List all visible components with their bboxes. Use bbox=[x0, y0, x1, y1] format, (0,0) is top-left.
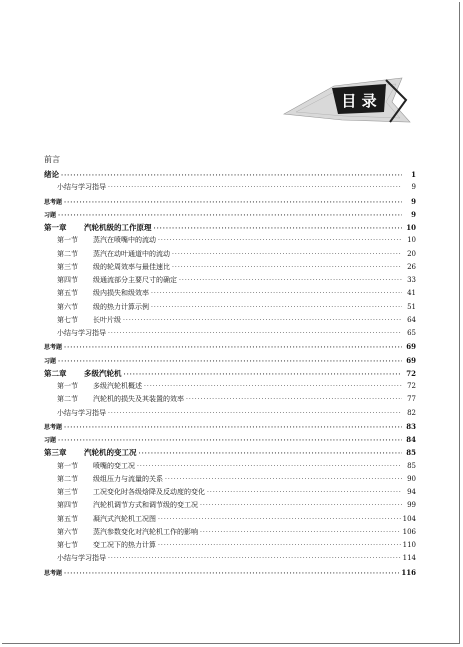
toc-entry-page: 104 bbox=[402, 514, 416, 523]
toc-entry[interactable] bbox=[44, 195, 416, 208]
toc-entry-title: 习题 bbox=[44, 211, 57, 219]
toc-banner bbox=[282, 76, 412, 126]
toc-entry-title: 思考题 bbox=[44, 569, 63, 577]
toc-entry-title: 习题 bbox=[44, 357, 57, 365]
toc-entry-number: 第三节 bbox=[57, 488, 78, 496]
toc-entry-label bbox=[44, 446, 137, 459]
dot-leader bbox=[158, 539, 401, 552]
toc-entry-title: 长叶片级 bbox=[93, 315, 121, 324]
dot-leader bbox=[139, 447, 403, 460]
toc-entry-page: 106 bbox=[402, 527, 416, 536]
toc-entry[interactable] bbox=[44, 354, 416, 367]
dot-leader bbox=[158, 513, 401, 526]
toc-entry-label bbox=[57, 327, 106, 340]
toc-entry[interactable] bbox=[44, 314, 416, 327]
dot-leader bbox=[58, 209, 402, 222]
toc-entry[interactable] bbox=[44, 420, 416, 433]
toc-entry-title: 汽轮机的变工况 bbox=[84, 448, 137, 458]
toc-entry-number: 第三节 bbox=[57, 262, 78, 271]
dot-leader bbox=[200, 526, 401, 539]
toc-entry-page: 20 bbox=[407, 249, 416, 258]
toc-entry-title: 级组压力与流量的关系 bbox=[93, 474, 163, 483]
dot-leader bbox=[64, 567, 399, 580]
toc-entry[interactable] bbox=[44, 274, 416, 287]
toc-entry-label bbox=[57, 539, 156, 552]
toc-entry-page: 33 bbox=[407, 276, 416, 284]
toc-entry-title: 凝汽式汽轮机工况图 bbox=[93, 514, 156, 523]
toc-entry-number: 第四节 bbox=[57, 276, 78, 284]
toc-entry-number: 第一节 bbox=[57, 461, 78, 470]
toc-entry-title: 汽轮机调节方式和调节级的变工况 bbox=[93, 501, 198, 510]
toc-entry-title: 工况变化时各级焓降及反动度的变化 bbox=[93, 488, 205, 496]
toc-entry[interactable] bbox=[44, 407, 416, 420]
toc-entry-title: 小结与学习指导 bbox=[57, 408, 106, 417]
toc-entry-label bbox=[57, 380, 142, 393]
toc-entry-page: 9 bbox=[411, 196, 416, 206]
toc-entry-page: 65 bbox=[407, 329, 416, 337]
toc-entry[interactable] bbox=[44, 287, 416, 300]
toc-entry[interactable] bbox=[44, 566, 416, 579]
toc-entry[interactable] bbox=[44, 393, 416, 406]
toc-entry[interactable] bbox=[44, 168, 416, 181]
toc-entry-title: 小结与学习指导 bbox=[57, 183, 106, 192]
toc-entry[interactable] bbox=[44, 261, 416, 274]
toc-entry-label bbox=[57, 314, 121, 327]
dot-leader bbox=[165, 473, 402, 486]
toc-entry[interactable] bbox=[44, 234, 416, 247]
toc-entry-page: 9 bbox=[411, 183, 416, 192]
toc-entry-title: 多级汽轮机 bbox=[84, 368, 122, 378]
toc-entry-label bbox=[57, 181, 106, 194]
toc-entry-page: 84 bbox=[406, 435, 416, 444]
toc-entry-page: 90 bbox=[407, 474, 416, 483]
toc-entry-page: 94 bbox=[407, 488, 416, 496]
toc-entry-page: 1 bbox=[411, 170, 416, 179]
toc-entry-page: 77 bbox=[407, 395, 416, 404]
toc-entry-number: 第二节 bbox=[57, 249, 78, 258]
toc-entry-label bbox=[57, 407, 106, 420]
toc-entry-number: 第一节 bbox=[57, 382, 78, 390]
toc-entry-label bbox=[44, 209, 56, 222]
dot-leader bbox=[58, 434, 402, 447]
toc-entry[interactable] bbox=[44, 340, 416, 353]
dot-leader bbox=[64, 196, 402, 209]
toc-entry-page: 82 bbox=[407, 408, 416, 417]
dot-leader bbox=[124, 368, 403, 381]
toc-entry[interactable] bbox=[44, 221, 416, 234]
toc-entry-page: 9 bbox=[411, 209, 416, 219]
toc-entry-label bbox=[57, 274, 177, 287]
toc-entry-title: 级的轮周效率与最佳速比 bbox=[93, 262, 170, 271]
toc-entry-label bbox=[44, 221, 152, 234]
toc-entry-page: 114 bbox=[402, 554, 416, 563]
toc-entry-page: 85 bbox=[406, 448, 416, 458]
toc-entry-title: 小结与学习指导 bbox=[57, 329, 106, 337]
toc-entry[interactable] bbox=[44, 208, 416, 221]
toc-entry-page: 26 bbox=[407, 262, 416, 271]
dot-leader bbox=[108, 327, 402, 340]
toc-entry-label bbox=[57, 234, 156, 247]
dot-leader bbox=[179, 274, 402, 287]
toc-entry-title: 汽轮机的损失及其装置的效率 bbox=[93, 395, 184, 404]
toc-entry-label bbox=[57, 460, 135, 473]
toc-entry-title: 蒸汽在动叶通道中的流动 bbox=[93, 249, 170, 258]
toc-entry-label bbox=[44, 168, 59, 181]
toc-entry-title: 汽轮机级的工作原理 bbox=[84, 223, 152, 232]
toc-entry-title: 级内损失和级效率 bbox=[93, 289, 149, 298]
toc-entry[interactable] bbox=[44, 552, 416, 565]
toc-entry-number: 第六节 bbox=[57, 527, 78, 536]
toc-entry-page: 69 bbox=[406, 342, 416, 352]
dot-leader bbox=[137, 460, 402, 473]
toc-entry-number: 第四节 bbox=[57, 501, 78, 510]
toc-entry-label bbox=[57, 301, 149, 314]
toc-entry-number: 第一章 bbox=[44, 223, 67, 232]
toc-entry[interactable] bbox=[44, 380, 416, 393]
toc-entry-label bbox=[57, 473, 163, 486]
toc-entry-label bbox=[57, 526, 198, 539]
dot-leader bbox=[172, 248, 402, 261]
toc-entry[interactable] bbox=[44, 181, 416, 194]
toc-entry-number: 第二节 bbox=[57, 395, 78, 404]
toc-entry-page: 72 bbox=[406, 368, 416, 378]
toc-entry[interactable] bbox=[44, 513, 416, 526]
toc-entry[interactable] bbox=[44, 486, 416, 499]
toc-entry-label bbox=[44, 434, 56, 447]
toc-entry-page: 72 bbox=[407, 382, 416, 390]
toc-entry-page: 51 bbox=[407, 302, 416, 311]
dot-leader bbox=[207, 486, 402, 499]
banner-title: 目 录 bbox=[341, 92, 377, 110]
toc-entry-label bbox=[57, 513, 156, 526]
toc-entry-number: 第二章 bbox=[44, 368, 67, 378]
toc-entry[interactable] bbox=[44, 473, 416, 486]
toc-entry-title: 蒸汽参数变化对汽轮机工作的影响 bbox=[93, 527, 198, 536]
toc-entry[interactable] bbox=[44, 526, 416, 539]
toc-entry-label bbox=[57, 287, 149, 300]
toc-entry-number: 第七节 bbox=[57, 541, 78, 549]
toc-entry-title: 思考题 bbox=[44, 344, 63, 352]
dot-leader bbox=[151, 287, 402, 300]
toc-entry-page: 110 bbox=[402, 541, 416, 549]
toc-entry-label bbox=[44, 341, 62, 354]
dot-leader bbox=[151, 301, 402, 314]
preface-heading[interactable]: 前言 bbox=[44, 155, 60, 164]
toc-entry-label bbox=[44, 567, 62, 580]
dot-leader bbox=[64, 421, 402, 434]
toc-entry-title: 思考题 bbox=[44, 198, 63, 206]
dot-leader bbox=[200, 499, 402, 512]
toc-entry[interactable] bbox=[44, 367, 416, 380]
toc-entry-title: 习题 bbox=[44, 437, 57, 444]
toc-entry-label bbox=[57, 552, 106, 565]
toc-entry-number: 第六节 bbox=[57, 302, 78, 311]
dot-leader bbox=[58, 355, 402, 368]
toc-entry-title: 绪论 bbox=[44, 170, 59, 179]
dot-leader bbox=[61, 169, 402, 182]
toc-entry-title: 蒸汽在喷嘴中的流动 bbox=[93, 236, 156, 245]
toc-entry-number: 第二节 bbox=[57, 474, 78, 483]
table-of-contents bbox=[44, 154, 416, 579]
toc-entry-page: 85 bbox=[407, 461, 416, 470]
toc-entry-number: 第一节 bbox=[57, 236, 78, 245]
toc-entry-page: 116 bbox=[401, 567, 416, 577]
toc-entry-label bbox=[44, 367, 122, 380]
toc-entry-page: 64 bbox=[407, 315, 416, 324]
dot-leader bbox=[172, 261, 402, 274]
dot-leader bbox=[144, 380, 402, 393]
dot-leader bbox=[123, 314, 402, 327]
toc-entry-title: 小结与学习指导 bbox=[57, 554, 106, 563]
toc-entry-label bbox=[57, 248, 170, 261]
toc-list bbox=[44, 168, 416, 579]
toc-entry-label bbox=[57, 393, 184, 406]
dot-leader bbox=[64, 341, 402, 354]
toc-entry[interactable] bbox=[44, 433, 416, 446]
dot-leader bbox=[154, 222, 403, 235]
toc-entry-title: 变工况下的热力计算 bbox=[93, 541, 156, 549]
toc-entry-title: 级通流部分主要尺寸的确定 bbox=[93, 276, 177, 284]
toc-entry-page: 10 bbox=[407, 236, 416, 245]
dot-leader bbox=[186, 393, 402, 406]
toc-entry-label bbox=[44, 196, 62, 209]
toc-entry-number: 第七节 bbox=[57, 315, 78, 324]
toc-entry[interactable] bbox=[44, 460, 416, 473]
toc-entry-number: 第五节 bbox=[57, 514, 78, 523]
toc-entry-page: 99 bbox=[407, 501, 416, 510]
toc-entry[interactable] bbox=[44, 327, 416, 340]
toc-entry-page: 41 bbox=[407, 289, 416, 298]
toc-entry-label bbox=[44, 355, 56, 368]
dot-leader bbox=[108, 181, 402, 194]
toc-entry[interactable] bbox=[44, 248, 416, 261]
toc-entry[interactable] bbox=[44, 446, 416, 459]
toc-entry[interactable] bbox=[44, 301, 416, 314]
dot-leader bbox=[158, 234, 402, 247]
toc-entry-title: 级的热力计算示例 bbox=[93, 302, 149, 311]
toc-entry-page: 69 bbox=[406, 355, 416, 365]
toc-entry-label bbox=[57, 486, 205, 499]
toc-entry-label bbox=[57, 261, 170, 274]
dot-leader bbox=[108, 407, 402, 420]
toc-entry-page: 10 bbox=[406, 223, 416, 232]
toc-entry-title: 思考题 bbox=[44, 423, 63, 431]
toc-entry-label bbox=[44, 421, 62, 434]
toc-entry-label bbox=[57, 499, 198, 512]
toc-entry-title: 喷嘴的变工况 bbox=[93, 461, 135, 470]
toc-entry-number: 第三章 bbox=[44, 448, 67, 458]
toc-entry-number: 第五节 bbox=[57, 289, 78, 298]
dot-leader bbox=[108, 552, 401, 565]
toc-entry[interactable] bbox=[44, 539, 416, 552]
toc-entry-page: 83 bbox=[406, 421, 416, 431]
toc-entry-title: 多级汽轮机概述 bbox=[93, 382, 142, 390]
toc-entry[interactable] bbox=[44, 499, 416, 512]
